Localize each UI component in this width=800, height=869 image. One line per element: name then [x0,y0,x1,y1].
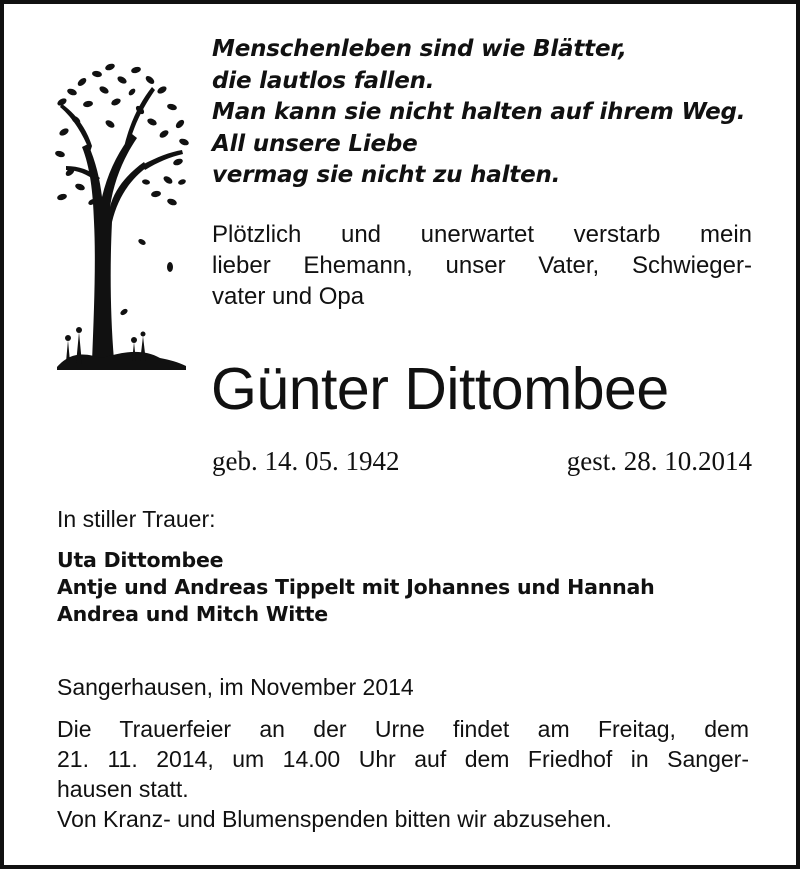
family-member: Antje und Andreas Tippelt mit Johannes und Hannah [57,575,655,599]
family-member: Andrea und Mitch Witte [57,602,328,626]
ceremony-line: Die Trauerfeier an der Urne findet am Freitag, dem [57,716,749,742]
ceremony-line: Von Kranz- und Blumenspenden bitten wir abzusehen. [57,806,612,832]
birth-date: geb. 14. 05. 1942 [212,446,400,476]
intro-line: Plötzlich und unerwartet verstarb mein [212,221,752,248]
tree-icon [52,62,192,372]
life-dates [212,444,752,478]
ceremony-line: hausen statt. [57,776,189,802]
poem-line: Menschenleben sind wie Blätter, [212,36,627,62]
family-member: Uta Dittombee [57,548,224,572]
family-list [57,547,757,628]
poem-line: die lautlos fallen. [212,67,435,94]
poem-line: All unsere Liebe [212,130,418,157]
intro-line: vater und Opa [212,283,365,310]
intro-text [212,219,752,312]
mourning-label: In stiller Trauer: [57,506,216,532]
ceremony-line: 21. 11. 2014, um 14.00 Uhr auf dem Friedhof in Sanger- [57,746,749,772]
intro-line: lieber Ehemann, unser Vater, Schwieger- [212,252,752,279]
ceremony-info [57,714,749,834]
deceased-name: Günter Dittombee [211,356,669,422]
place-date: Sangerhausen, im November 2014 [57,674,414,700]
death-date: gest. 28. 10.2014 [566,446,752,476]
poem-line: Man kann sie nicht halten auf ihrem Weg. [212,99,746,125]
poem-line: vermag sie nicht zu halten. [212,162,561,188]
poem [212,34,772,192]
